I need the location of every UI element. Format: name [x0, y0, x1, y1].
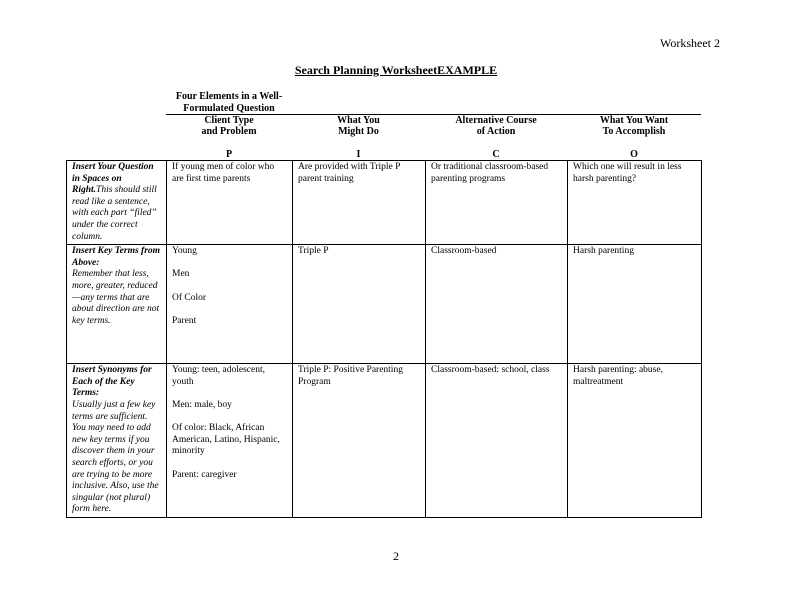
column-header-c — [425, 115, 567, 137]
page-title: Search Planning WorksheetEXAMPLE — [294, 63, 498, 77]
column-header-line: To Accomplish — [602, 126, 666, 137]
column-header-line: Might Do — [338, 126, 379, 137]
worksheet-table — [66, 160, 702, 518]
table-cell — [293, 245, 426, 364]
row-label-bold: Insert Your Question in Spaces on Right. — [72, 162, 154, 196]
cell-text: Triple P — [298, 246, 329, 257]
table-cell — [568, 161, 702, 245]
table-cell — [293, 161, 426, 245]
spacer — [172, 412, 287, 424]
table-cell — [426, 245, 568, 364]
cell-text: Parent — [172, 315, 197, 326]
cell-text: Of Color — [172, 292, 207, 303]
cell-text: Young: teen, adolescent, youth — [172, 365, 265, 387]
spacer — [172, 258, 287, 270]
row-label-question — [67, 161, 167, 245]
row-label-bold: Insert Synonyms for Each of the Key Terms: — [72, 365, 152, 399]
column-header-line: Alternative Course — [455, 115, 537, 126]
cell-text: Harsh parenting — [573, 246, 634, 257]
row-label-note: Remember that less, more, greater, reduced—any terms that are about direction are not key terms. — [72, 269, 160, 326]
table-cell — [167, 364, 293, 518]
column-header-line: Client Type — [204, 115, 254, 126]
cell-text: Classroom-based — [431, 246, 497, 257]
row-label-note: This should still read like a sentence, with each part “filed” under the correct column. — [72, 185, 157, 242]
spacer — [172, 281, 287, 293]
cell-text: Young — [172, 246, 197, 257]
column-letter-i: I — [356, 149, 361, 160]
column-header-line: and Problem — [201, 126, 257, 137]
table-row — [67, 364, 702, 518]
column-header-line: of Action — [476, 126, 516, 137]
column-letter-o: O — [630, 149, 638, 160]
cell-text: Harsh parenting: abuse, maltreatment — [573, 365, 663, 387]
table-cell — [167, 245, 293, 364]
table-cell — [568, 364, 702, 518]
row-label-note: Usually just a few key terms are sufficient. You may need to add new key terms if you discover them in your search efforts, or you are trying to be more inclusive. Also, use the singular (not plural) form here. — [72, 399, 159, 515]
spacer — [172, 458, 287, 470]
column-header-line: What You Want — [599, 115, 669, 126]
cell-text: Classroom-based: school, class — [431, 365, 550, 376]
column-letter-p: P — [225, 149, 233, 160]
row-label-key-terms — [67, 245, 167, 364]
column-header-line: What You — [337, 115, 380, 126]
cell-text: Are provided with Triple P parent training — [298, 162, 401, 184]
table-cell — [293, 364, 426, 518]
column-header-i — [292, 115, 425, 137]
cell-text: Parent: caregiver — [172, 469, 237, 480]
column-header-o — [567, 115, 701, 137]
cell-text: If young men of color who are first time parents — [172, 162, 275, 184]
table-cell — [426, 364, 568, 518]
column-letter-c: C — [492, 149, 500, 160]
cell-text: Of color: Black, African American, Latino, Hispanic, minority — [172, 423, 280, 457]
table-cell — [167, 161, 293, 245]
table-row — [67, 245, 702, 364]
spacer — [172, 388, 287, 400]
table-cell — [426, 161, 568, 245]
column-header-p — [166, 115, 292, 137]
cell-text: Or traditional classroom-based parenting programs — [431, 162, 549, 184]
worksheet-label: Worksheet 2 — [659, 36, 720, 50]
cell-text: Triple P: Positive Parenting Program — [298, 365, 403, 387]
cell-text: Men: male, boy — [172, 399, 232, 410]
spacer — [172, 304, 287, 316]
cell-text: Men — [172, 269, 190, 280]
row-label-synonyms — [67, 364, 167, 518]
table-cell — [568, 245, 702, 364]
cell-text: Which one will result in less harsh parenting? — [573, 162, 682, 184]
table-row — [67, 161, 702, 245]
elements-heading: Four Elements in a Well-Formulated Question — [175, 91, 283, 114]
page-number: 2 — [393, 549, 399, 563]
row-label-bold: Insert Key Terms from Above: — [72, 246, 161, 268]
